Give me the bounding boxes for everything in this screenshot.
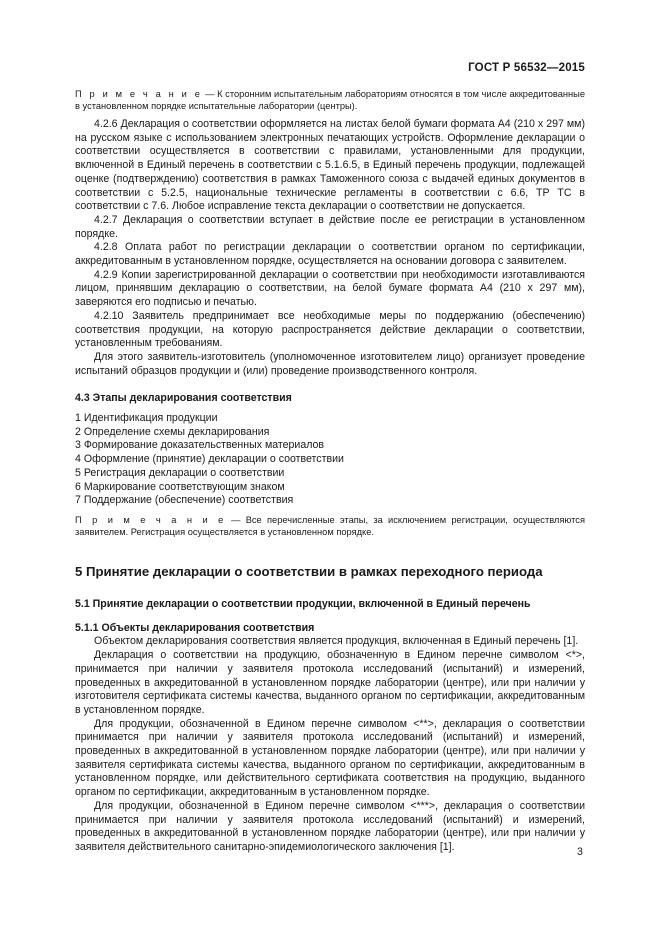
list-item: 1 Идентификация продукции bbox=[75, 412, 218, 425]
note-paragraph bbox=[75, 88, 585, 112]
paragraph-4-2-7: 4.2.7 Декларация о соответствии вступает в действие после ее регистрации в установленном порядке. bbox=[75, 213, 585, 240]
page-content bbox=[75, 88, 585, 855]
list-item: 7 Поддержание (обеспечение) соответствия bbox=[75, 494, 294, 507]
standard-code-header: ГОСТ Р 56532—2015 bbox=[468, 62, 585, 74]
note-label: П р и м е ч а н и е bbox=[75, 89, 203, 99]
paragraph-4-2-10: 4.2.10 Заявитель предпринимает все необходимые меры по поддержанию (обеспечению) соответствия продукции, на которую распространяется действие декларации о соответствии, установленным требованиям. bbox=[75, 309, 585, 350]
paragraph-symbol-1: Декларация о соответствии на продукцию, обозначенную в Едином перечне символом <*>, принимается при наличии у заявителя протокола исследований (испытаний) и измерений, проведенных в аккредитованной в установленном порядке лаборатории (центре), или при наличии у изготовителя сертификата системы качества, выданного органом по сертификации, аккредитованным в установленном порядке. bbox=[75, 649, 585, 716]
list-item: 2 Определение схемы декларирования bbox=[75, 425, 270, 438]
section-5-1-heading: 5.1 Принятие декларации о соответствии продукции, включенной в Единый перечень bbox=[75, 597, 531, 610]
list-item: 3 Формирование доказательственных материалов bbox=[75, 439, 325, 452]
section-4-3-heading: 4.3 Этапы декларирования соответствия bbox=[75, 392, 292, 405]
paragraph-4-2-6: 4.2.6 Декларация о соответствии оформляется на листах белой бумаги формата А4 (210 x 297 мм) на русском языке с использованием электронных печатающих устройств. Оформление декларации о соответствии осуществляется в соответствии с правилами, установленными для продукции, включенной в Единый перечень в соответствии с 5.1.6.5, в Единый перечень продукции, подлежащей оценке (подтверждению) соответствия в рамках Таможенного союза с выдачей единых документов в соответствии с 5.2.5, национальные технические регламенты в соответствии с 6.6, ТР ТС в соответствии с 7.6. Любое исправление текста декларации о соответствии не допускается. bbox=[75, 118, 585, 213]
paragraph-4-2-9: 4.2.9 Копии зарегистрированной декларации о соответствии при необходимости изготавливаются лицом, принявшим декларацию о соответствии, на белой бумаге формата А4 (210 x 297 мм), заверяются его подписью и печатью. bbox=[75, 268, 585, 309]
list-item: 4 Оформление (принятие) декларации о соответствии bbox=[75, 453, 344, 466]
section-5-1-1-heading: 5.1.1 Объекты декларирования соответствия bbox=[75, 621, 315, 634]
paragraph-manufacturer: Для этого заявитель-изготовитель (уполномоченное изготовителем лицо) организует проведение испытаний образцов продукции и (или) проведение производственного контроля. bbox=[75, 350, 585, 377]
note-text: — Все перечисленные этапы, за исключением регистрации, осуществляются заявителем. Регистрация осуществляется в установленном порядке. bbox=[75, 514, 585, 537]
note-text: — К сторонним испытательным лабораториям относятся в том числе аккредитованные в установленном порядке испытательные лаборатории (центры). bbox=[75, 89, 585, 111]
list-item: 6 Маркирование соответствующим знаком bbox=[75, 480, 285, 493]
paragraph-4-2-8: 4.2.8 Оплата работ по регистрации декларации о соответствии органом по сертификации, аккредитованным в установленном порядке, осуществляется на основании договора с заявителем. bbox=[75, 241, 585, 268]
list-item: 5 Регистрация декларации о соответствии bbox=[75, 466, 285, 479]
stages-list bbox=[75, 412, 585, 508]
section-5-heading: 5 Принятие декларации о соответствии в рамках переходного периода bbox=[75, 563, 543, 579]
paragraph-object: Объектом декларирования соответствия является продукция, включенная в Единый перечень [1]. bbox=[94, 635, 579, 648]
note-paragraph bbox=[75, 514, 585, 538]
note-label: П р и м е ч а н и е bbox=[75, 514, 226, 525]
paragraph-symbol-2: Для продукции, обозначенной в Едином перечне символом <**>, декларация о соответствии принимается при наличии у заявителя протокола исследований (испытаний) и измерений, проведенных в аккредитованной в установленном порядке лаборатории (центре), или при наличии у заявителя сертификата системы качества, выданного органом по сертификации, аккредитованным в установленном порядке, или действительного сертификата соответствия на продукцию, выданного органом по сертификации, аккредитованным в установленном порядке. bbox=[75, 717, 585, 799]
page-number: 3 bbox=[577, 846, 583, 858]
paragraph-symbol-3: Для продукции, обозначенной в Едином перечне символом <***>, декларация о соответствии принимается при наличии у заявителя протокола исследований (испытаний) и измерений, проведенных в аккредитованной в установленном порядке лаборатории (центре), или при наличии у заявителя действительного санитарно-эпидемиологического заключения [1]. bbox=[75, 799, 585, 853]
